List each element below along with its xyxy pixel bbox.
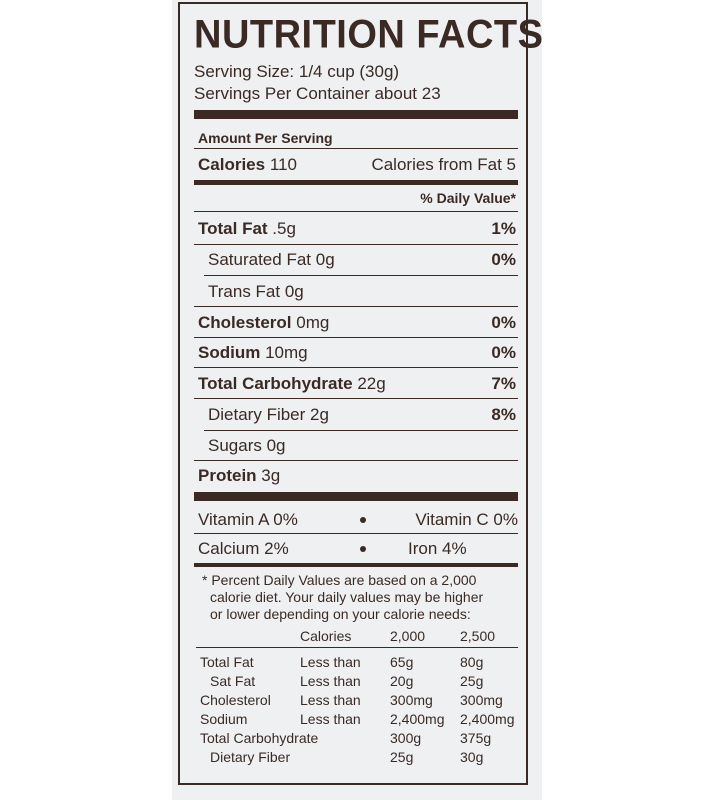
nutrient-row-dietary-fiber bbox=[208, 405, 516, 425]
bullet-icon bbox=[360, 546, 366, 552]
nutrient-dv: 7% bbox=[491, 374, 516, 393]
divider bbox=[194, 244, 518, 245]
medium-divider bbox=[194, 563, 518, 567]
ref-row-2000: 20g bbox=[390, 673, 414, 689]
nutrient-amount: 22g bbox=[357, 374, 386, 393]
nutrient-label: Cholesterol bbox=[198, 313, 297, 332]
nutrient-label: Protein bbox=[198, 466, 262, 485]
amount-per-serving: Amount Per Serving bbox=[198, 130, 333, 146]
divider bbox=[196, 647, 518, 648]
nutrient-label: Saturated Fat bbox=[208, 250, 316, 269]
divider bbox=[204, 275, 518, 276]
nutrient-label: Dietary Fiber bbox=[208, 405, 311, 424]
footnote-line: calorie diet. Your daily values may be higher bbox=[210, 589, 484, 605]
nutrient-amount: .5g bbox=[272, 219, 296, 238]
ref-row-2500: 80g bbox=[460, 654, 484, 670]
servings-per-container: Servings Per Container about 23 bbox=[194, 84, 441, 103]
calories-label: Calories bbox=[198, 155, 270, 174]
footnote-line: or lower depending on your calorie needs: bbox=[210, 606, 471, 622]
ref-row-2500: 375g bbox=[460, 730, 492, 746]
daily-value-header: % Daily Value* bbox=[420, 190, 516, 206]
divider bbox=[194, 367, 518, 368]
ref-row-label: Total Carbohydrate bbox=[200, 730, 319, 746]
ref-row-2000: 25g bbox=[390, 749, 414, 765]
serving-size: Serving Size: 1/4 cup (30g) bbox=[194, 62, 400, 81]
ref-row-label: Cholesterol bbox=[200, 692, 271, 708]
divider bbox=[194, 211, 518, 212]
ref-row-label: Dietary Fiber bbox=[210, 749, 291, 765]
label-title: NUTRITION FACTS bbox=[194, 12, 544, 58]
nutrient-label: Total Carbohydrate bbox=[198, 374, 358, 393]
ref-row-qualifier: Less than bbox=[300, 711, 361, 727]
bullet-icon bbox=[360, 517, 366, 523]
ref-header-2500: 2,500 bbox=[460, 628, 496, 644]
thick-divider bbox=[194, 110, 518, 119]
nutrient-amount: 0g bbox=[284, 282, 304, 301]
divider bbox=[194, 533, 518, 534]
nutrient-amount: 10mg bbox=[265, 343, 308, 362]
nutrient-dv: 1% bbox=[491, 219, 516, 238]
ref-row-2000: 65g bbox=[390, 654, 414, 670]
calcium: Calcium 2% bbox=[198, 539, 289, 558]
nutrient-row-trans-fat bbox=[208, 282, 516, 302]
calories-row bbox=[198, 155, 516, 175]
nutrient-amount: 3g bbox=[261, 466, 281, 485]
thick-divider bbox=[194, 492, 518, 501]
nutrient-row-cholesterol bbox=[198, 313, 516, 333]
ref-header-calories: Calories bbox=[300, 628, 352, 644]
footnote-line: * Percent Daily Values are based on a 2,000 bbox=[202, 572, 477, 588]
nutrient-row-sugars bbox=[208, 436, 516, 456]
iron: Iron 4% bbox=[408, 539, 467, 558]
nutrient-amount: 2g bbox=[310, 405, 329, 424]
nutrient-amount: 0g bbox=[315, 250, 335, 269]
nutrient-label: Sugars bbox=[208, 436, 267, 455]
divider bbox=[194, 337, 518, 338]
ref-row-2000: 300g bbox=[390, 730, 422, 746]
nutrient-amount: 0g bbox=[266, 436, 286, 455]
nutrient-row-sodium bbox=[198, 343, 516, 363]
nutrient-label: Trans Fat bbox=[208, 282, 285, 301]
vitamin-c: Vitamin C 0% bbox=[415, 510, 518, 529]
nutrient-amount: 0mg bbox=[296, 313, 330, 332]
divider bbox=[194, 148, 518, 149]
medium-divider bbox=[194, 180, 518, 185]
nutrient-row-total-fat bbox=[198, 219, 516, 239]
vitamin-a: Vitamin A 0% bbox=[198, 510, 298, 529]
ref-row-label: Sodium bbox=[200, 711, 248, 727]
ref-row-2500: 2,400mg bbox=[460, 711, 515, 727]
nutrient-dv: 0% bbox=[491, 250, 516, 269]
nutrient-row-total-carbohydrate bbox=[198, 374, 516, 394]
divider bbox=[194, 460, 518, 461]
calories-from-fat: Calories from Fat 5 bbox=[371, 155, 516, 174]
ref-header-2000: 2,000 bbox=[390, 628, 426, 644]
nutrient-dv: 0% bbox=[491, 343, 516, 362]
nutrient-row-protein bbox=[198, 466, 516, 486]
ref-row-2500: 30g bbox=[460, 749, 484, 765]
nutrient-label: Total Fat bbox=[198, 219, 273, 238]
ref-row-label: Total Fat bbox=[200, 654, 254, 670]
ref-row-qualifier: Less than bbox=[300, 692, 361, 708]
divider bbox=[194, 398, 518, 399]
nutrient-label: Sodium bbox=[198, 343, 266, 362]
ref-row-2500: 25g bbox=[460, 673, 484, 689]
ref-row-qualifier: Less than bbox=[300, 673, 361, 689]
ref-row-2000: 300mg bbox=[390, 692, 433, 708]
divider bbox=[204, 430, 518, 431]
divider bbox=[194, 306, 518, 307]
calories-value: 110 bbox=[269, 155, 297, 174]
nutrient-dv: 0% bbox=[491, 313, 516, 332]
ref-row-2500: 300mg bbox=[460, 692, 503, 708]
nutrient-row-saturated-fat bbox=[208, 250, 516, 270]
ref-row-qualifier: Less than bbox=[300, 654, 361, 670]
ref-row-2000: 2,400mg bbox=[390, 711, 445, 727]
ref-row-label: Sat Fat bbox=[210, 673, 256, 689]
nutrient-dv: 8% bbox=[491, 405, 516, 424]
